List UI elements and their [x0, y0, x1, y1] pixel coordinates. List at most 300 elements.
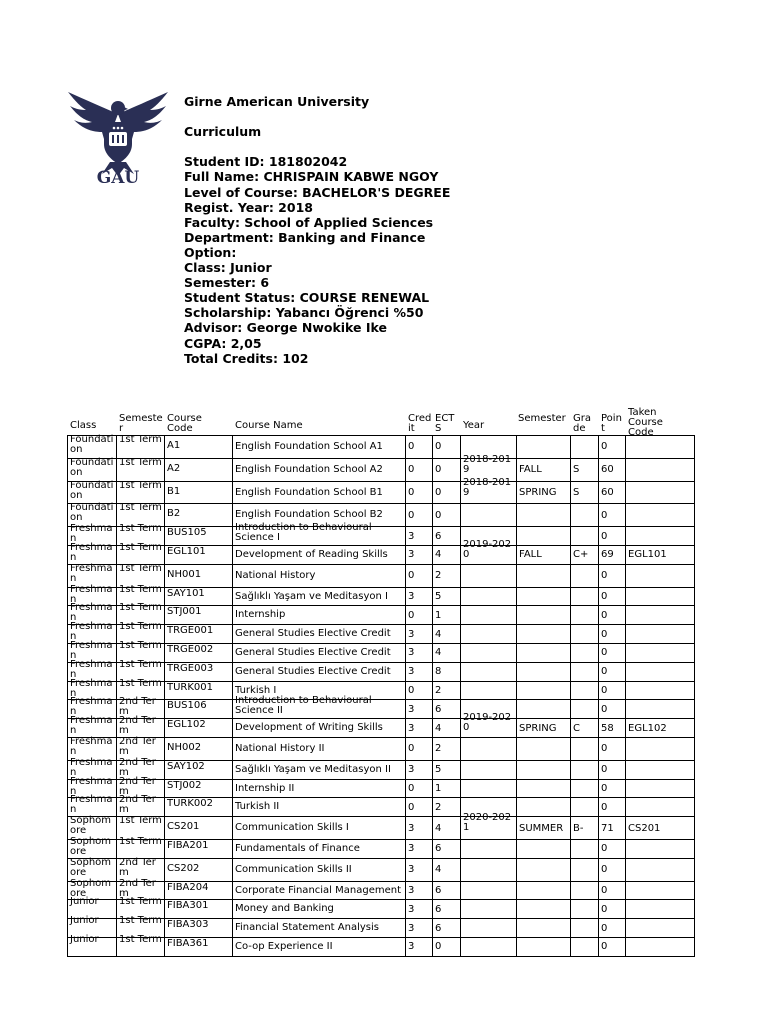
cell-term: [517, 737, 571, 760]
cell-year: [461, 858, 517, 881]
cell-semester: [117, 436, 165, 459]
cell-ects: 6: [433, 527, 461, 546]
cell-course-code: B2: [165, 504, 233, 527]
cell-credit: 3: [406, 643, 433, 662]
class-text: Foundation: [70, 479, 114, 501]
cell-taken-course-code: [626, 587, 695, 606]
cell-taken-course-code: [626, 458, 695, 481]
semester-text: 1st Term: [119, 677, 162, 689]
cell-ects: 2: [433, 564, 461, 587]
registration-year: Regist. Year: 2018: [184, 199, 313, 215]
cell-ects: 4: [433, 817, 461, 840]
cell-year: [461, 587, 517, 606]
class-text: Freshman: [70, 621, 113, 643]
cell-point: 0: [599, 436, 626, 459]
cell-ects: 0: [433, 937, 461, 956]
cell-taken-course-code: [626, 839, 695, 858]
cell-course-name: [233, 481, 406, 504]
cell-year: [461, 737, 517, 760]
cell-credit: 0: [406, 606, 433, 625]
cell-grade: C+: [571, 545, 599, 564]
cell-grade: [571, 643, 599, 662]
class-text: Junior: [70, 933, 99, 945]
cell-course-code: FIBA201: [165, 839, 233, 858]
class-text: Sophomore: [70, 877, 112, 899]
cell-ects: 5: [433, 587, 461, 606]
cell-term: [517, 681, 571, 700]
class-text: Sophomore: [70, 815, 112, 837]
class-text: Freshman: [70, 775, 113, 797]
cell-taken-course-code: [626, 606, 695, 625]
course-name-text: English Foundation School A1: [235, 441, 383, 452]
cell-course-code: SAY102: [165, 760, 233, 779]
cell-taken-course-code: [626, 937, 695, 956]
semester-text: 2nd Term: [119, 775, 156, 797]
cell-class: [68, 541, 117, 564]
class-text: Sophomore: [70, 835, 112, 857]
table-row: [68, 481, 695, 504]
cell-grade: B-: [571, 817, 599, 840]
cell-course-name: [233, 606, 406, 625]
student-info: [184, 94, 450, 366]
semester-text: 2nd Term: [119, 696, 156, 718]
cell-ects: 1: [433, 606, 461, 625]
cell-term: SPRING: [517, 481, 571, 504]
cell-year: [461, 937, 517, 956]
header-point: Point: [601, 413, 622, 434]
cell-year: [461, 681, 517, 700]
cell-class: [68, 458, 117, 481]
cell-course-name: [233, 522, 406, 546]
class-text: Freshman: [70, 756, 113, 778]
cell-ects: 0: [433, 458, 461, 481]
cell-course-name: [233, 695, 406, 719]
logo-text: GAU: [96, 168, 140, 188]
header-course-name: Course Name: [235, 420, 303, 431]
university-name: Girne American University: [184, 94, 370, 109]
cell-taken-course-code: [626, 527, 695, 546]
cell-point: 0: [599, 737, 626, 760]
cell-ects: 8: [433, 662, 461, 681]
cell-credit: 3: [406, 919, 433, 938]
cell-ects: 0: [433, 481, 461, 504]
cell-course-name: [233, 779, 406, 798]
cell-course-name: [233, 900, 406, 919]
semester-text: 1st Term: [119, 815, 162, 827]
cell-point: 0: [599, 700, 626, 719]
cell-credit: 3: [406, 937, 433, 956]
class-text: Freshman: [70, 562, 113, 584]
semester-text: 1st Term: [119, 583, 162, 595]
header-grade: Grade: [573, 413, 591, 434]
cell-credit: 3: [406, 587, 433, 606]
cell-ects: 5: [433, 760, 461, 779]
cell-course-name: [233, 798, 406, 817]
cell-ects: 4: [433, 858, 461, 881]
cell-point: 0: [599, 606, 626, 625]
cell-term: [517, 881, 571, 900]
cell-point: 58: [599, 719, 626, 738]
cell-term: [517, 662, 571, 681]
cell-year: [461, 812, 517, 840]
cell-ects: 6: [433, 839, 461, 858]
cell-ects: 2: [433, 798, 461, 817]
cell-course-code: CS202: [165, 858, 233, 881]
cell-point: 0: [599, 681, 626, 700]
course-name-text: English Foundation School B2: [235, 509, 383, 521]
cell-class: [68, 835, 117, 858]
cell-course-name: [233, 839, 406, 858]
cell-ects: 2: [433, 737, 461, 760]
cell-grade: [571, 625, 599, 644]
cell-year: [461, 504, 517, 527]
semester-text: 1st Term: [119, 602, 162, 614]
cell-credit: 0: [406, 681, 433, 700]
cell-point: 0: [599, 881, 626, 900]
cell-ects: 2: [433, 681, 461, 700]
cell-credit: 0: [406, 458, 433, 481]
semester-text: 1st Term: [119, 456, 162, 468]
cell-taken-course-code: [626, 858, 695, 881]
course-name-text: Co-op Experience II: [235, 940, 333, 952]
table-row: [68, 436, 695, 459]
cell-course-code: NH001: [165, 564, 233, 587]
cell-class: [68, 933, 117, 956]
university-logo: [66, 88, 170, 192]
cell-credit: 0: [406, 504, 433, 527]
cell-grade: [571, 606, 599, 625]
cell-grade: [571, 858, 599, 881]
cell-point: 0: [599, 900, 626, 919]
cell-year: [461, 919, 517, 938]
cell-point: 0: [599, 779, 626, 798]
cell-year: [461, 779, 517, 798]
semester-text: 1st Term: [119, 523, 162, 535]
cell-term: FALL: [517, 545, 571, 564]
header-year: Year: [463, 420, 485, 431]
semester-text: 1st Term: [119, 434, 162, 445]
semester: Semester: 6: [184, 275, 270, 291]
course-name-text: Introduction to Behavioural Science II: [235, 695, 372, 717]
cell-course-code: EGL101: [165, 545, 233, 564]
table-row: [68, 937, 695, 956]
cell-semester: [117, 835, 165, 858]
cell-credit: 0: [406, 481, 433, 504]
semester-text: 2nd Term: [119, 735, 156, 757]
cell-course-code: EGL102: [165, 719, 233, 738]
cell-credit: 0: [406, 564, 433, 587]
cell-credit: 3: [406, 662, 433, 681]
cell-course-code: TRGE001: [165, 625, 233, 644]
cell-taken-course-code: EGL101: [626, 545, 695, 564]
cell-grade: S: [571, 481, 599, 504]
table-row: [68, 458, 695, 481]
cell-grade: [571, 587, 599, 606]
cell-credit: 3: [406, 839, 433, 858]
cell-term: [517, 564, 571, 587]
cell-taken-course-code: [626, 504, 695, 527]
cell-point: 60: [599, 458, 626, 481]
cell-grade: [571, 919, 599, 938]
cell-taken-course-code: [626, 564, 695, 587]
cell-year: [461, 564, 517, 587]
cell-class: [68, 715, 117, 738]
cell-grade: [571, 779, 599, 798]
cell-term: [517, 760, 571, 779]
cell-course-name: [233, 662, 406, 681]
cell-grade: [571, 798, 599, 817]
class-text: Sophomore: [70, 856, 112, 878]
semester-text: 2nd Term: [119, 877, 156, 899]
cell-point: 0: [599, 760, 626, 779]
cell-semester: [117, 933, 165, 956]
class-text: Foundation: [70, 456, 114, 478]
cell-grade: [571, 681, 599, 700]
course-name-text: Turkish II: [235, 801, 280, 813]
course-name-text: Communication Skills II: [235, 863, 352, 875]
course-name-text: Development of Reading Skills: [235, 548, 388, 560]
table-row: [68, 839, 695, 858]
course-name-text: Internship: [235, 609, 286, 621]
header-taken-course-code: Taken Course Code: [628, 407, 663, 438]
cell-grade: S: [571, 458, 599, 481]
cell-course-name: [233, 881, 406, 900]
class-text: Foundation: [70, 502, 114, 524]
cell-credit: 3: [406, 719, 433, 738]
semester-text: 2nd Term: [119, 756, 156, 778]
document-title: Curriculum: [184, 124, 262, 140]
course-name-text: Internship II: [235, 782, 295, 794]
cell-course-code: SAY101: [165, 587, 233, 606]
cell-course-code: FIBA303: [165, 919, 233, 938]
cell-grade: [571, 504, 599, 527]
cell-course-code: STJ001: [165, 606, 233, 625]
course-level: Level of Course: BACHELOR'S DEGREE: [184, 184, 451, 200]
cell-ects: 4: [433, 719, 461, 738]
cell-year: [461, 538, 517, 564]
cell-point: 69: [599, 545, 626, 564]
class-text: Freshman: [70, 696, 113, 718]
cell-ects: 6: [433, 919, 461, 938]
cell-course-code: TRGE003: [165, 662, 233, 681]
cell-year: [461, 643, 517, 662]
semester-text: 2nd Term: [119, 856, 156, 878]
semester-text: 1st Term: [119, 835, 162, 847]
class-text: Freshman: [70, 735, 113, 757]
cell-point: 0: [599, 625, 626, 644]
cell-course-name: [233, 545, 406, 564]
cell-year: [461, 839, 517, 858]
class-text: Freshman: [70, 658, 113, 680]
full-name: Full Name: CHRISPAIN KABWE NGOY: [184, 169, 439, 185]
cell-point: 0: [599, 798, 626, 817]
cell-term: [517, 625, 571, 644]
semester-text: 1st Term: [119, 639, 162, 651]
cell-taken-course-code: EGL102: [626, 719, 695, 738]
course-name-text: Development of Writing Skills: [235, 722, 383, 734]
year-text: 2019-2020: [463, 538, 512, 560]
cell-grade: [571, 881, 599, 900]
cell-term: [517, 606, 571, 625]
course-name-text: General Studies Elective Credit: [235, 646, 391, 658]
header-course-code: Course Code: [167, 413, 202, 434]
cell-term: [517, 900, 571, 919]
cell-term: SUMMER: [517, 817, 571, 840]
cell-point: 0: [599, 587, 626, 606]
cell-credit: 3: [406, 760, 433, 779]
cell-ects: 0: [433, 504, 461, 527]
cell-grade: [571, 700, 599, 719]
cell-credit: 3: [406, 625, 433, 644]
cell-year: [461, 881, 517, 900]
class: Class: Junior: [184, 260, 272, 276]
department: Department: Banking and Finance: [184, 229, 426, 245]
cell-grade: [571, 737, 599, 760]
header-class: Class: [70, 420, 97, 431]
cell-course-name: [233, 858, 406, 881]
cell-credit: 0: [406, 737, 433, 760]
cell-credit: 3: [406, 858, 433, 881]
cell-point: 60: [599, 481, 626, 504]
semester-text: 1st Term: [119, 541, 162, 553]
cell-taken-course-code: [626, 900, 695, 919]
student-id: Student ID: 181802042: [184, 154, 348, 170]
course-name-text: English Foundation School A2: [235, 463, 383, 475]
cell-grade: [571, 900, 599, 919]
cell-point: 71: [599, 817, 626, 840]
cell-taken-course-code: CS201: [626, 817, 695, 840]
cell-course-name: [233, 436, 406, 459]
class-text: Junior: [70, 896, 99, 908]
cell-ects: 4: [433, 545, 461, 564]
course-name-text: National History: [235, 569, 316, 581]
cell-semester: [117, 715, 165, 738]
scholarship: Scholarship: Yabancı Öğrenci %50: [184, 305, 424, 321]
cell-credit: 3: [406, 527, 433, 546]
cell-term: [517, 643, 571, 662]
cell-grade: [571, 662, 599, 681]
option: Option:: [184, 244, 237, 260]
header-term: Semester: [518, 413, 566, 424]
course-name-text: Introduction to Behavioural Science I: [235, 522, 372, 544]
header-ects: ECTS: [435, 413, 455, 434]
cell-year: [461, 476, 517, 504]
cell-class: [68, 794, 117, 817]
cell-term: [517, 937, 571, 956]
year-text: 2018-2019: [463, 476, 512, 498]
cell-course-name: [233, 737, 406, 760]
class-text: Freshman: [70, 677, 113, 699]
course-name-text: Sağlıklı Yaşam ve Meditasyon II: [235, 763, 391, 775]
cell-course-code: BUS106: [165, 700, 233, 719]
semester-text: 1st Term: [119, 502, 162, 514]
cell-taken-course-code: [626, 737, 695, 760]
cell-taken-course-code: [626, 662, 695, 681]
advisor: Advisor: George Nwokike Ike: [184, 320, 387, 336]
cell-term: FALL: [517, 458, 571, 481]
cell-taken-course-code: [626, 760, 695, 779]
cell-taken-course-code: [626, 779, 695, 798]
cell-course-name: [233, 760, 406, 779]
cell-ects: 6: [433, 700, 461, 719]
cell-ects: 4: [433, 625, 461, 644]
cell-grade: [571, 839, 599, 858]
course-name-text: Communication Skills I: [235, 822, 349, 834]
semester-text: 2nd Term: [119, 715, 156, 737]
course-name-text: English Foundation School B1: [235, 486, 383, 498]
cell-point: 0: [599, 564, 626, 587]
cell-year: [461, 712, 517, 738]
cell-credit: 3: [406, 881, 433, 900]
cell-grade: [571, 527, 599, 546]
cell-point: 0: [599, 643, 626, 662]
cell-year: [461, 662, 517, 681]
semester-text: 1st Term: [119, 562, 162, 574]
cell-grade: [571, 760, 599, 779]
cell-course-code: TURK001: [165, 681, 233, 700]
cell-course-name: [233, 719, 406, 738]
cell-course-code: B1: [165, 481, 233, 504]
cell-class: [68, 436, 117, 459]
course-name-text: Fundamentals of Finance: [235, 842, 360, 854]
course-name-text: General Studies Elective Credit: [235, 628, 391, 640]
cell-year: [461, 606, 517, 625]
cell-year: [461, 625, 517, 644]
cell-term: [517, 504, 571, 527]
course-name-text: Turkish I: [235, 684, 277, 696]
cell-credit: 0: [406, 798, 433, 817]
cell-point: 0: [599, 839, 626, 858]
cell-term: [517, 858, 571, 881]
cell-course-code: FIBA204: [165, 881, 233, 900]
year-text: 2020-2021: [463, 812, 512, 834]
cell-point: 0: [599, 662, 626, 681]
semester-text: 1st Term: [119, 915, 162, 927]
course-name-text: Money and Banking: [235, 903, 334, 915]
cell-point: 0: [599, 937, 626, 956]
class-text: Freshman: [70, 602, 113, 624]
cell-course-name: [233, 643, 406, 662]
cell-course-code: A2: [165, 458, 233, 481]
curriculum-table: [67, 435, 695, 957]
cell-grade: [571, 436, 599, 459]
cell-point: 0: [599, 504, 626, 527]
semester-text: 1st Term: [119, 479, 162, 491]
semester-text: 1st Term: [119, 621, 162, 633]
header-semester: Semester: [119, 413, 163, 434]
table-header: [0, 407, 768, 438]
class-text: Freshman: [70, 639, 113, 661]
total-credits: Total Credits: 102: [184, 350, 309, 366]
cell-term: [517, 839, 571, 858]
cell-course-code: BUS105: [165, 527, 233, 546]
course-name-text: Financial Statement Analysis: [235, 922, 379, 934]
cell-semester: [117, 794, 165, 817]
cell-term: [517, 779, 571, 798]
cell-point: 0: [599, 858, 626, 881]
cell-taken-course-code: [626, 919, 695, 938]
cell-semester: [117, 481, 165, 504]
cell-taken-course-code: [626, 881, 695, 900]
class-text: Freshman: [70, 523, 113, 545]
course-name-text: Corporate Financial Management: [235, 884, 402, 896]
cell-term: [517, 919, 571, 938]
cell-course-code: TURK002: [165, 798, 233, 817]
class-text: Freshman: [70, 583, 113, 605]
course-name-text: Sağlıklı Yaşam ve Meditasyon I: [235, 590, 388, 602]
cell-taken-course-code: [626, 700, 695, 719]
cell-term: [517, 436, 571, 459]
